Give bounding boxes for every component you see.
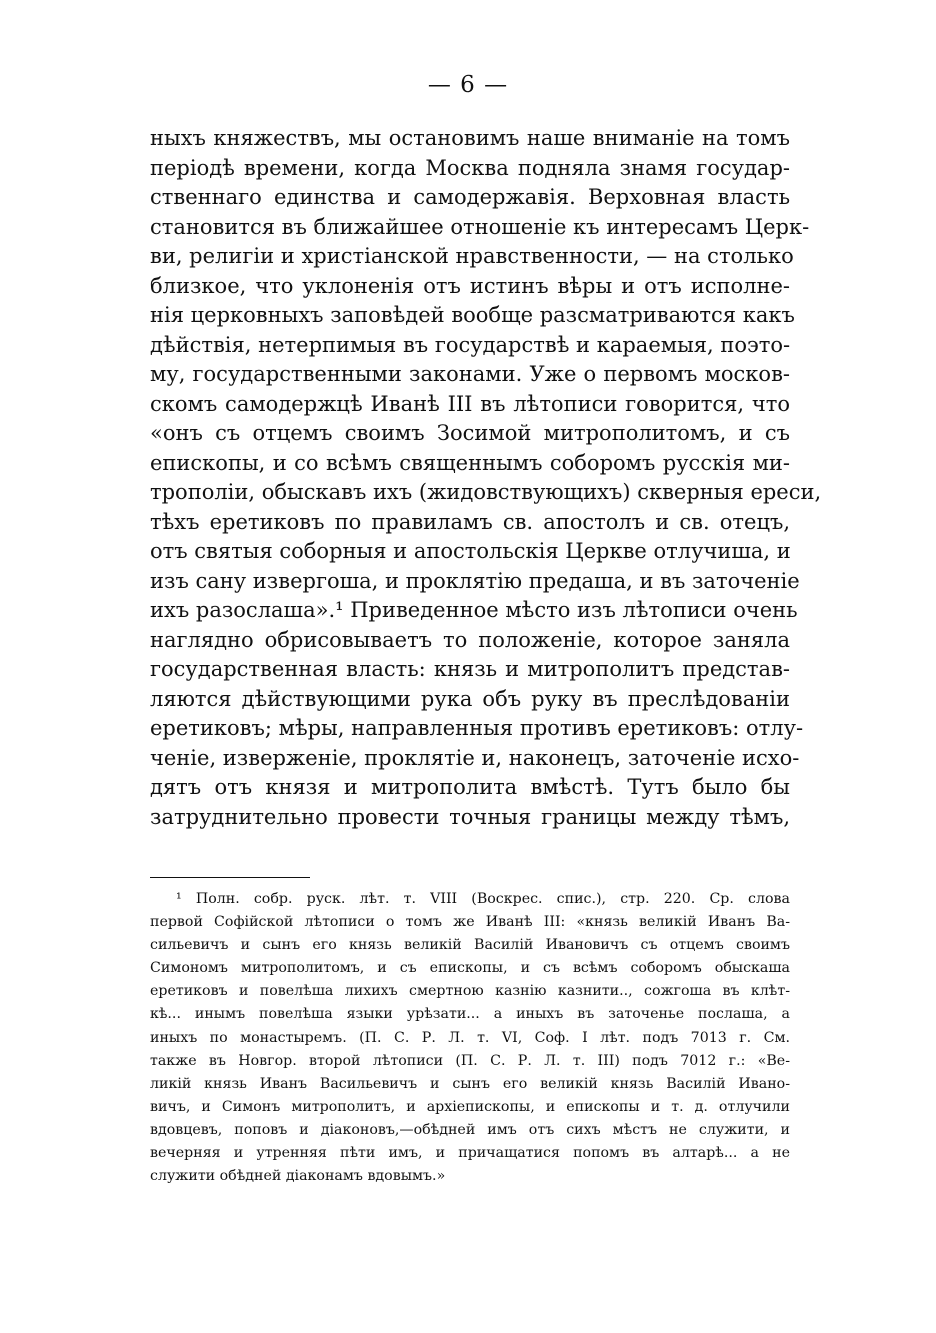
text-line: періодѣ времени, когда Москва подняла знамя государ- <box>150 155 790 180</box>
footnote-line: также въ Новгор. второй лѣтописи (П. С. Р. Л. т. III) подъ 7012 г.: «Ве- <box>150 1052 790 1069</box>
text-line: становится въ ближайшее отношеніе къ интересамъ Церк- <box>150 214 810 239</box>
footnote-line: служити обѣдней діаконамъ вдовымъ.» <box>150 1168 446 1185</box>
text-line: ви, религіи и христіанской нравственности, — на столько <box>150 244 794 268</box>
footnote-line: иныхъ по монастыремъ. (П. С. Р. Л. т. VI, Соф. I лѣт. подъ 7013 г. См. <box>150 1029 790 1046</box>
text-line: ственнаго единства и самодержавія. Верховная власть <box>150 185 790 209</box>
page-number: — 6 — <box>427 72 509 98</box>
text-line: ченіе, изверженіе, проклятіе и, наконецъ, заточеніе исхо- <box>150 745 800 770</box>
text-line: епископы, и со всѣмъ священнымъ соборомъ русскія ми- <box>150 450 790 475</box>
footnote-line: кѣ... инымъ повелѣша языки урѣзати... а иныхъ въ заточенье послаша, а <box>150 1006 790 1023</box>
text-line: еретиковъ; мѣры, направленныя противъ еретиковъ: отлу- <box>150 716 804 740</box>
footnote-line: еретиковъ и повелѣша лихихъ смертною казнію казнити.., сожгоша въ клѣт- <box>150 983 790 1000</box>
text-line: тѣхъ еретиковъ по правиламъ св. апостолъ и св. отецъ, <box>150 509 790 534</box>
text-line: ныхъ княжествъ, мы остановимъ наше вниманіе на томъ <box>150 126 790 150</box>
text-line: дятъ отъ князя и митрополита вмѣстѣ. Тутъ было бы <box>150 775 790 799</box>
text-line: нія церковныхъ заповѣдей вообще разсматриваются какъ <box>150 303 795 327</box>
text-line: государственная власть: князь и митрополитъ представ- <box>150 657 790 681</box>
text-line: му, государственными законами. Уже о первомъ москов- <box>150 362 790 386</box>
footnote-line: сильевичъ и сынъ его князь великій Василій Ивановичъ съ отцемъ своимъ <box>150 937 790 954</box>
footnote-line: ликій князь Иванъ Васильевичъ и сынъ его великій князь Василій Ивано- <box>150 1075 790 1092</box>
text-line: ляются дѣйствующими рука объ руку въ преслѣдованіи <box>150 686 790 711</box>
footnote <box>150 888 790 1188</box>
text-line: отъ святыя соборныя и апостольскія Церкве отлучиша, и <box>150 539 791 563</box>
footnote-divider <box>150 877 310 878</box>
text-line: дѣйствія, нетерпимыя въ государствѣ и караемыя, поэто- <box>150 332 791 357</box>
text-line: «онъ съ отцемъ своимъ Зосимой митрополитомъ, и съ <box>150 421 790 445</box>
text-line: изъ сану извергоша, и проклятію предаша, и въ заточеніе <box>150 568 800 593</box>
footnote-line: ¹ Полн. собр. руск. лѣт. т. VIII (Воскрес. спис.), стр. 220. Ср. слова <box>176 891 790 907</box>
text-line: затруднительно провести точныя границы между тѣмъ, <box>150 804 790 829</box>
text-line: ихъ разослаша».¹ Приведенное мѣсто изъ лѣтописи очень <box>150 598 798 622</box>
text-line: трополіи, обыскавъ ихъ (жидовствующихъ) скверныя ереси, <box>150 480 822 504</box>
footnote-line: вичъ, и Симонъ митрополитъ, и архіепископы, и епископы и т. д. отлучили <box>150 1098 790 1115</box>
text-line: наглядно обрисовываетъ то положеніе, которое заняла <box>150 627 790 652</box>
footnote-line: первой Софійской лѣтописи о томъ же Иванѣ III: «князь великій Иванъ Ва- <box>150 914 790 931</box>
footnote-line: вдовцевъ, поповъ и діаконовъ,—обѣдней имъ отъ сихъ мѣстъ не служити, и <box>150 1121 790 1138</box>
text-line: близкое, что уклоненія отъ истинъ вѣры и отъ исполне- <box>150 273 790 298</box>
footnote-line: Симономъ митрополитомъ, и съ епископы, и съ всѣмъ соборомъ обыскаша <box>150 960 790 977</box>
footnote-line: вечерняя и утренняя пѣти имъ, и причащатися попомъ въ алтарѣ... а не <box>150 1145 790 1162</box>
text-line: скомъ самодержцѣ Иванѣ III въ лѣтописи говорится, что <box>150 391 790 416</box>
main-text <box>150 124 822 832</box>
